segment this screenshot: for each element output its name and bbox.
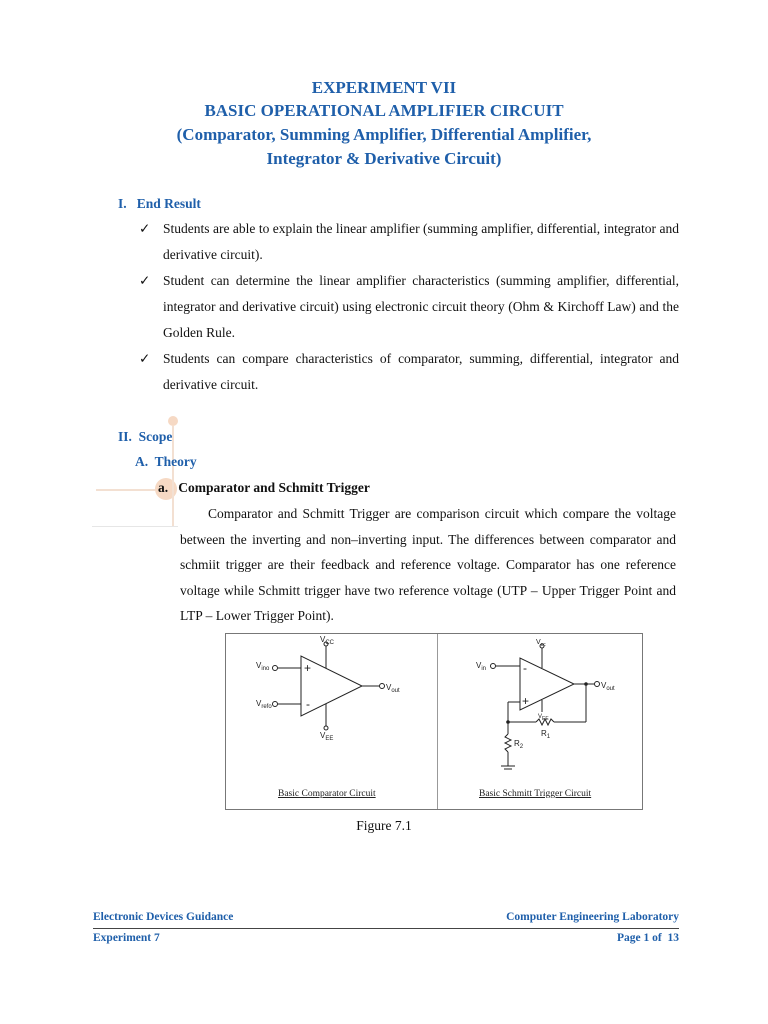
schmitt-r1-label: $R_1$ [541,729,551,740]
schmitt-plus-sign: + [522,694,530,708]
watermark-line [92,526,178,527]
end-result-bullet-3 [139,346,679,398]
comparator-subheading: a. Comparator and Schmitt Trigger [158,480,370,495]
schmitt-minus-sign: - [523,661,527,675]
schmitt-vout-label: $V_{out}$ [601,681,615,692]
watermark-dot [168,416,178,426]
end-result-bullet-1 [139,216,679,268]
comparator-vout-label: $V_{out}$ [386,683,400,694]
end-result-bullet-2 [139,268,679,346]
comparator-minus-sign: - [306,697,310,711]
schmitt-r2-label: $R_2$ [514,739,524,750]
comparator-vref-label: $V_{refo}$ [256,699,272,710]
figure-7-1 [225,633,643,810]
title-line-1: EXPERIMENT VII [311,78,457,97]
watermark-line [96,489,156,491]
comparator-vee-label: $V_{EE}$ [320,731,334,742]
title-line-3: (Comparator, Summing Amplifier, Differential Amplifier, [176,125,592,144]
comparator-circuit-diagram [226,634,437,784]
section-end-result-heading: I. End Result [118,196,201,211]
schmitt-vcc-label: $V_{cc}$ [536,639,546,648]
figure-caption: Figure 7.1 [356,818,412,833]
comparator-vin-label: $V_{ino}$ [256,661,270,672]
footer-lab-name: Computer Engineering Laboratory [506,911,679,923]
title-line-2: BASIC OPERATIONAL AMPLIFIER CIRCUIT [204,101,564,120]
comparator-plus-sign: + [304,661,312,675]
check-icon: ✓ [139,273,151,288]
bullet-text: Students are able to explain the linear amplifier (summing amplifier, differential, integrator and derivative circuit). [163,221,679,262]
bullet-text: Students can compare characteristics of comparator, summing, differential, integrator and derivative circuit. [163,351,679,392]
comparator-paragraph [180,501,676,629]
title-line-4: Integrator & Derivative Circuit) [266,149,502,168]
footer-experiment: Experiment 7 [93,932,160,944]
comparator-vcc-label: $V_{CC}$ [320,635,335,646]
schmitt-caption: Basic Schmitt Trigger Circuit [479,789,592,799]
schmitt-vee-label: $V_{EE}$ [538,714,549,722]
bullet-text: Student can determine the linear amplifier characteristics (summing amplifier, differential, integrator and derivative circuit) using electronic circuit theory (Ohm & Kirchoff Law) and the Golden Rule. [163,273,679,340]
footer-guidance: Electronic Devices Guidance [93,911,234,923]
theory-subheading: A. Theory [135,454,197,469]
check-icon: ✓ [139,221,151,236]
section-scope-heading: II. Scope [118,429,173,444]
footer-rule [93,928,679,929]
check-icon: ✓ [139,351,151,366]
footer-page-number: Page 1 of 13 [617,932,679,944]
schmitt-vin-label: $V_{in}$ [476,661,487,672]
comparator-caption: Basic Comparator Circuit [278,789,376,799]
schmitt-trigger-circuit-diagram [438,634,642,784]
paragraph-text: Comparator and Schmitt Trigger are comparison circuit which compare the voltage between the inverting and non–inverting input. The differences between comparator and schmiit trigger are their feedback and reference voltage. Comparator has one reference voltage while Schmitt trigger have two reference voltage (UTP – Upper Trigger Point and LTP – Lower Trigger Point). [180,506,676,623]
